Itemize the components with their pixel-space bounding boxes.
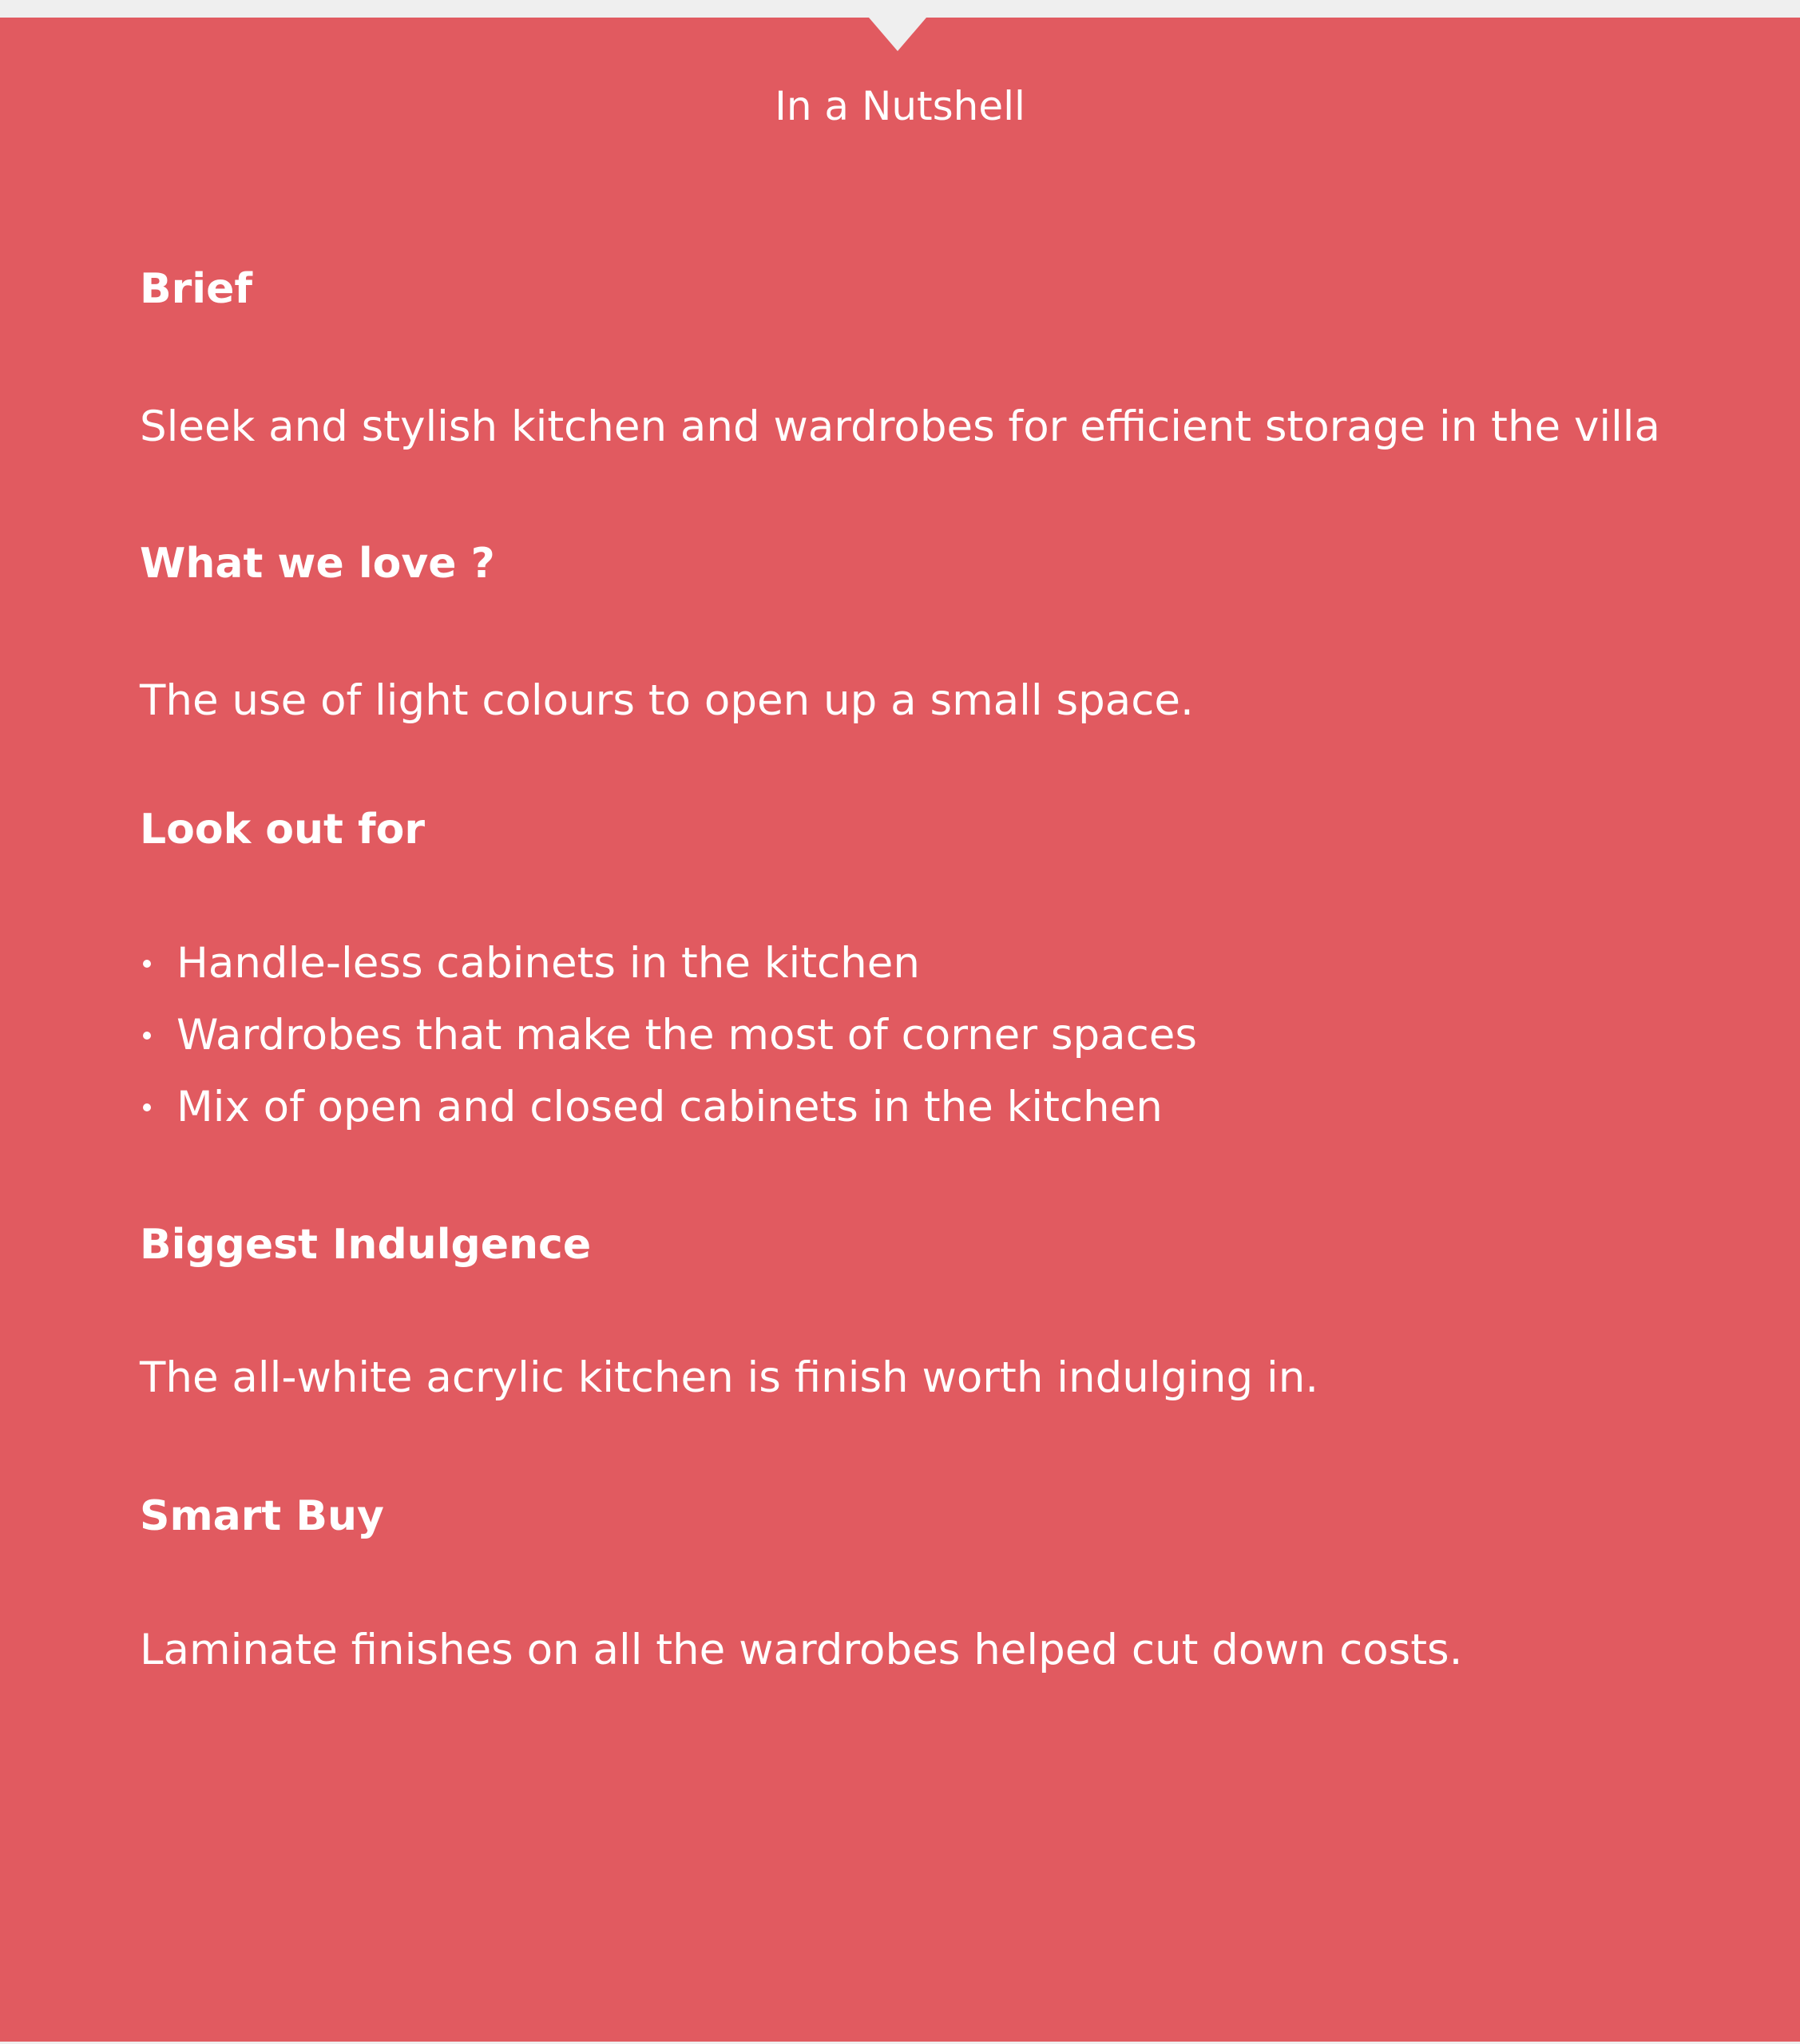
look-out-for-heading: Look out for	[140, 806, 425, 854]
list-item-text: Mix of open and closed cabinets in the kitchen	[176, 1083, 1163, 1131]
smart-buy-heading: Smart Buy	[140, 1492, 384, 1540]
list-item-text: Handle-less cabinets in the kitchen	[176, 939, 920, 988]
list-item	[140, 1000, 1197, 1072]
brief-text: Sleek and stylish kitchen and wardrobes for efficient storage in the villa	[140, 402, 1661, 451]
list-item	[140, 1072, 1197, 1143]
list-item	[140, 928, 1197, 1000]
bullet-icon	[143, 1032, 151, 1040]
brief-heading: Brief	[140, 265, 252, 313]
look-out-for-list	[140, 928, 1197, 1143]
list-item-text: Wardrobes that make the most of corner spaces	[176, 1011, 1198, 1060]
what-we-love-text: The use of light colours to open up a small space.	[140, 676, 1194, 725]
bullet-icon	[143, 1103, 151, 1111]
biggest-indulgence-heading: Biggest Indulgence	[140, 1221, 592, 1269]
panel-notch	[869, 18, 926, 51]
what-we-love-heading: What we love ?	[140, 540, 495, 588]
smart-buy-text: Laminate finishes on all the wardrobes helped cut down costs.	[140, 1626, 1463, 1674]
biggest-indulgence-text: The all-white acrylic kitchen is finish worth indulging in.	[140, 1353, 1319, 1402]
top-strip	[0, 0, 1800, 18]
bullet-icon	[143, 960, 151, 968]
panel-title: In a Nutshell	[775, 83, 1025, 129]
